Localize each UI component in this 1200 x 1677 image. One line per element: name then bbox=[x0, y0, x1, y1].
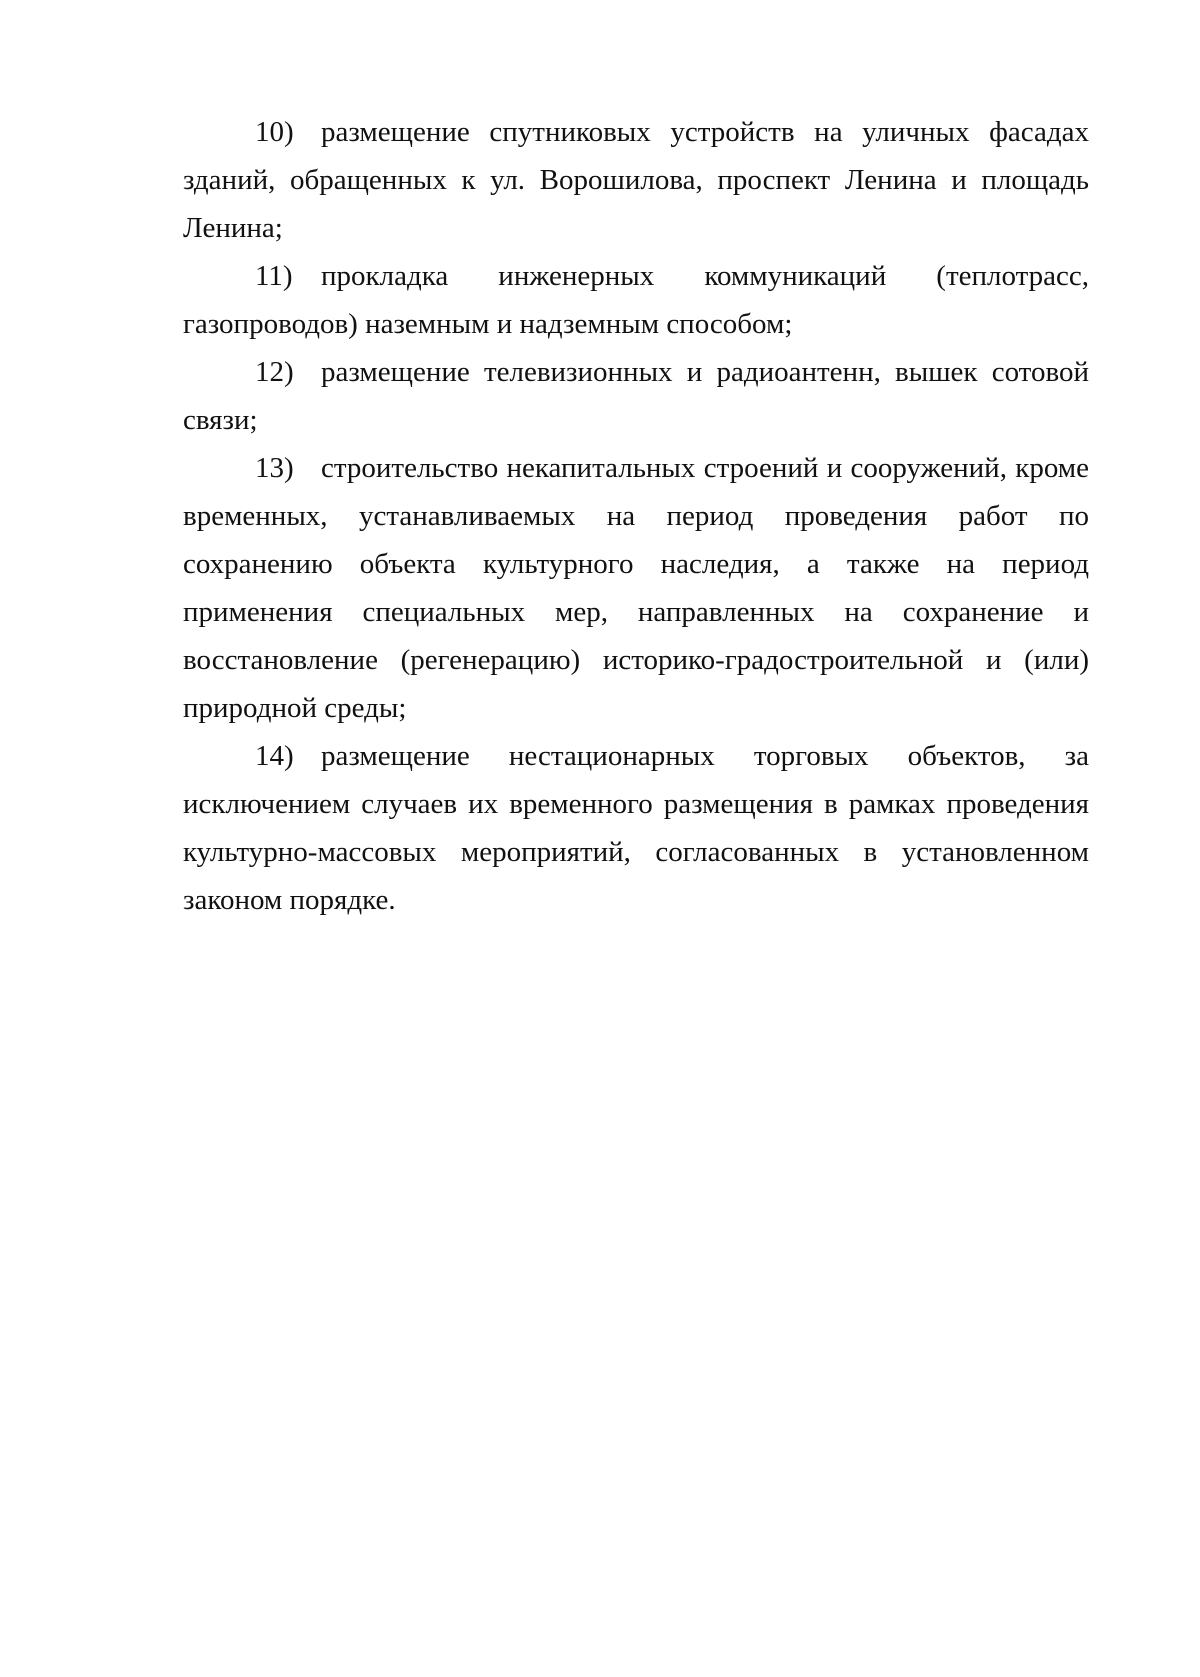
item-number: 11) bbox=[255, 260, 293, 292]
list-item-11 bbox=[183, 252, 1089, 348]
list-item-14 bbox=[183, 732, 1089, 924]
document-body bbox=[183, 108, 1089, 924]
item-text: размещение спутниковых устройств на уличных фасадах зданий, обращенных к ул. Ворошилова, проспект Ленина и площадь Ленина; bbox=[183, 116, 1089, 244]
list-item-10 bbox=[183, 108, 1089, 252]
item-text: размещение нестационарных торговых объектов, за исключением случаев их временного размещения в рамках проведения культурно-массовых мероприятий, согласованных в установленном законом порядке. bbox=[183, 740, 1089, 916]
list-item-12 bbox=[183, 348, 1089, 444]
item-number: 12) bbox=[255, 356, 294, 388]
item-text: прокладка инженерных коммуникаций (теплотрасс, газопроводов) наземным и надземным способом; bbox=[183, 260, 1089, 340]
item-number: 14) bbox=[255, 740, 294, 772]
item-number: 13) bbox=[255, 452, 294, 484]
list-item-13 bbox=[183, 444, 1089, 732]
item-text: размещение телевизионных и радиоантенн, вышек сотовой связи; bbox=[183, 356, 1089, 436]
item-text: строительство некапитальных строений и сооружений, кроме временных, устанавливаемых на период проведения работ по сохранению объекта культурного наследия, а также на период применения специальных мер, направленных на сохранение и восстановление (регенерацию) историко-градостроительной и (или) природной среды; bbox=[183, 452, 1089, 724]
item-number: 10) bbox=[255, 116, 294, 148]
